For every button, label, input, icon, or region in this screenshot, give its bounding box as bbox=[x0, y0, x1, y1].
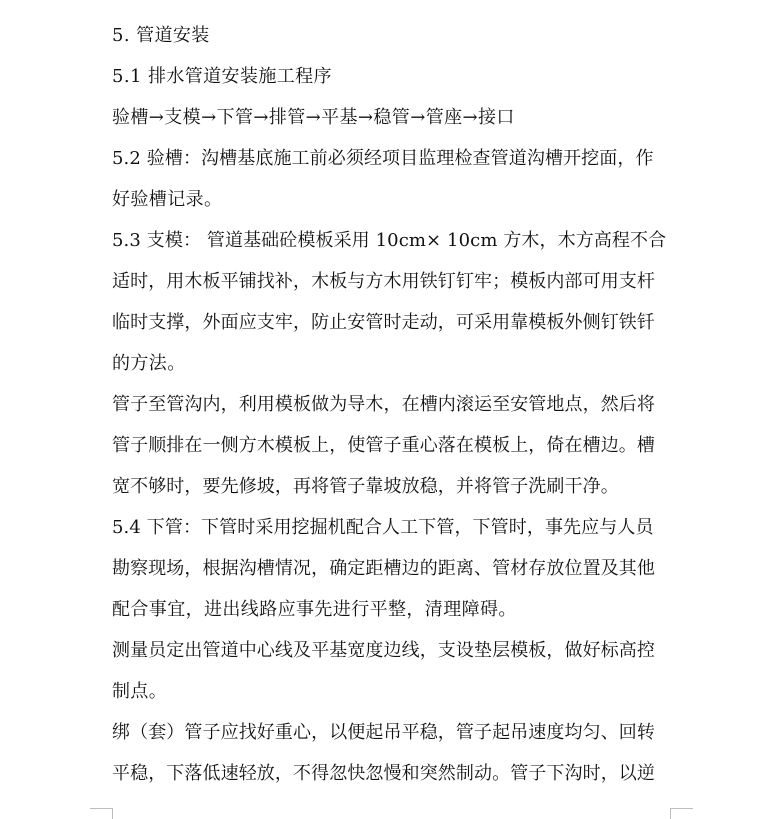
procedure-sequence: 验槽→支模→下管→排管→平基→稳管→管座→接口 bbox=[112, 107, 515, 128]
page-corner-mark-left bbox=[90, 808, 113, 819]
paragraph-line: 5.2 验槽：沟槽基底施工前必须经项目监理检查管道沟槽开挖面，作 bbox=[112, 148, 654, 169]
paragraph-line: 绑（套）管子应找好重心，以便起吊平稳，管子起吊速度均匀、回转 bbox=[112, 722, 655, 743]
paragraph-line: 测量员定出管道中心线及平基宽度边线，支设垫层模板，做好标高控 bbox=[112, 640, 655, 661]
paragraph-line: 好验槽记录。 bbox=[112, 189, 223, 210]
paragraph-line: 的方法。 bbox=[112, 353, 186, 374]
paragraph-line: 管子至管沟内，利用模板做为导木，在槽内滚运至安管地点，然后将 bbox=[112, 394, 655, 415]
paragraph-line: 适时，用木板平铺找补，木板与方木用铁钉钉牢；模板内部可用支杆 bbox=[112, 271, 655, 292]
section-heading-5-1: 5.1 排水管道安装施工程序 bbox=[112, 66, 332, 87]
paragraph-line: 宽不够时，要先修坡，再将管子靠坡放稳，并将管子洗刷干净。 bbox=[112, 476, 619, 497]
paragraph-line: 配合事宜，进出线路应事先进行平整，清理障碍。 bbox=[112, 599, 517, 620]
document-body bbox=[112, 18, 672, 797]
page-corner-mark-right bbox=[670, 808, 693, 819]
paragraph-line: 制点。 bbox=[112, 681, 168, 702]
section-heading-5: 5. 管道安装 bbox=[112, 25, 210, 46]
paragraph-line: 5.4 下管：下管时采用挖掘机配合人工下管，下管时，事先应与人员 bbox=[112, 517, 654, 538]
paragraph-line: 勘察现场，根据沟槽情况，确定距槽边的距离、管材存放位置及其他 bbox=[112, 558, 655, 579]
paragraph-line: 平稳，下落低速轻放，不得忽快忽慢和突然制动。管子下沟时，以逆 bbox=[112, 763, 655, 784]
paragraph-line: 管子顺排在一侧方木模板上，使管子重心落在模板上，倚在槽边。槽 bbox=[112, 435, 655, 456]
paragraph-line: 临时支撑，外面应支牢，防止安管时走动，可采用靠模板外侧钉铁钎 bbox=[112, 312, 655, 333]
paragraph-line: 5.3 支模： 管道基础砼模板采用 10cm× 10cm 方木，木方高程不合 bbox=[112, 230, 667, 251]
